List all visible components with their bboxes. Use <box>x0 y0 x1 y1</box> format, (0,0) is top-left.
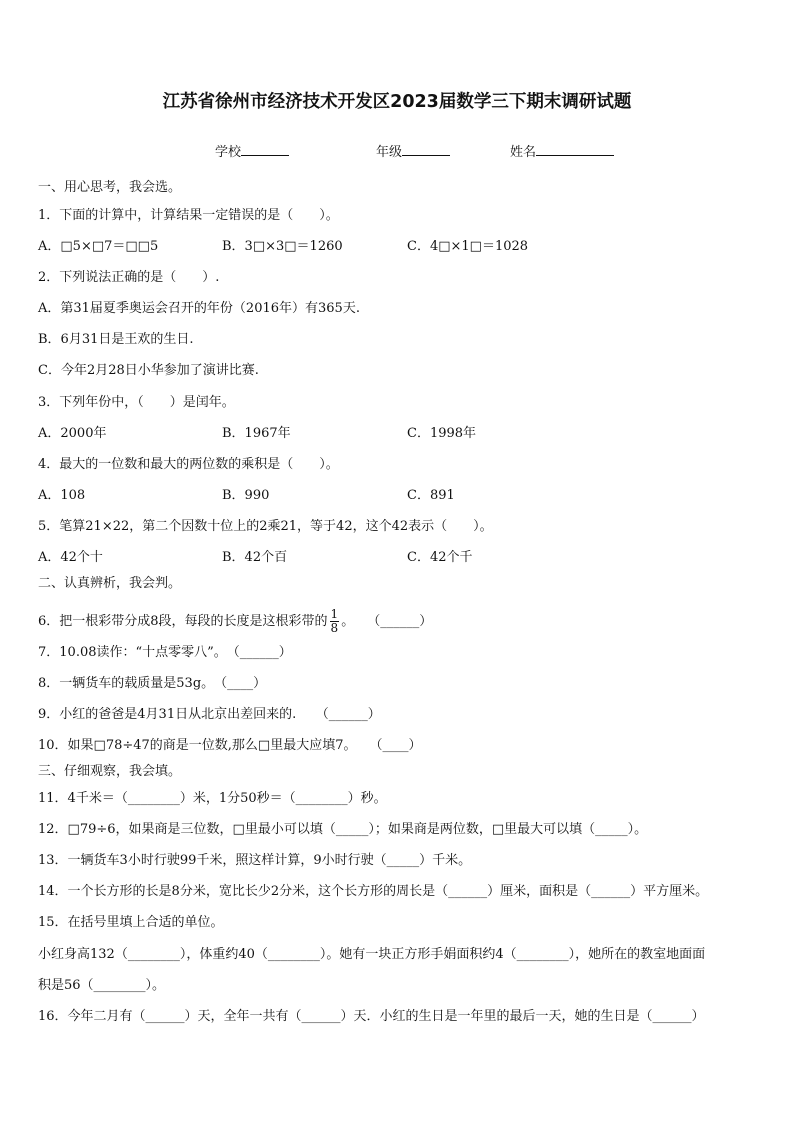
grade-blank <box>402 143 450 156</box>
q6-after: 。 （______） <box>341 614 433 629</box>
grade-field <box>376 141 450 160</box>
q6-fraction <box>330 608 340 635</box>
q13-text: 13．一辆货车3小时行驶99千米，照这样计算，9小时行驶（_____）千米。 <box>38 853 472 868</box>
q1-option-c: C．4□×1□＝1028 <box>407 239 529 254</box>
q3-text: 3．下列年份中，（ ）是闰年。 <box>38 395 235 410</box>
q6-text <box>38 608 432 635</box>
q12-text: 12．□79÷6，如果商是三位数，□里最小可以填（_____）；如果商是两位数，□里最大可以填（_____）。 <box>38 822 648 837</box>
q15-line-1: 小红身高132（________），体重约40（________）。她有一块正方形手娟面积约4（________），她所在的教室地面面 <box>38 947 706 962</box>
page-title: 江苏省徐州市经济技术开发区2023届数学三下期末调研试题 <box>162 92 632 112</box>
q5-option-c: C．42个千 <box>407 550 473 565</box>
q3-option-c: C．1998年 <box>407 426 477 441</box>
q15-intro: 15．在括号里填上合适的单位。 <box>38 915 224 930</box>
school-blank <box>241 143 289 156</box>
q6-numerator: 1 <box>330 607 339 621</box>
q10-text: 10．如果□78÷47的商是一位数,那么□里最大应填7。 （____） <box>38 738 422 753</box>
name-blank <box>536 143 614 156</box>
q4-option-c: C．891 <box>407 488 455 503</box>
section1-heading: 一、用心思考，我会选。 <box>38 180 182 195</box>
q8-text: 8．一辆货车的载质量是53g。 （____） <box>38 676 267 691</box>
name-field <box>510 141 614 160</box>
name-label: 姓名 <box>510 145 537 160</box>
section2-heading: 二、认真辨析，我会判。 <box>38 576 182 591</box>
q3-option-a: A．2000年 <box>38 426 107 441</box>
q4-option-a: A．108 <box>38 488 86 503</box>
q2-text: 2．下列说法正确的是（ ）. <box>38 270 220 285</box>
section3-heading: 三、仔细观察，我会填。 <box>38 764 182 779</box>
q2-option-b: B．6月31日是王欢的生日. <box>38 332 194 347</box>
q4-text: 4．最大的一位数和最大的两位数的乘积是（ ）。 <box>38 457 339 472</box>
q2-option-a: A．第31届夏季奥运会召开的年份（2016年）有365天. <box>38 301 360 316</box>
grade-label: 年级 <box>376 145 403 160</box>
q5-option-a: A．42个十 <box>38 550 103 565</box>
school-field <box>215 141 289 160</box>
q9-text: 9．小红的爸爸是4月31日从北京出差回来的. （______） <box>38 707 381 722</box>
school-label: 学校 <box>215 145 242 160</box>
q14-text: 14．一个长方形的长是8分米，宽比长少2分米，这个长方形的周长是（______）厘米，面积是（______）平方厘米。 <box>38 884 709 899</box>
q3-option-b: B．1967年 <box>222 426 291 441</box>
q15-line-2: 积是56（________）。 <box>38 978 166 993</box>
q16-text: 16．今年二月有（______）天，全年一共有（______）天．小红的生日是一年里的最后一天，她的生日是（______） <box>38 1009 705 1024</box>
q7-text: 7．10.08读作：“十点零零八”。 （______） <box>38 645 292 660</box>
q6-before: 6．把一根彩带分成8段，每段的长度是这根彩带的 <box>38 614 328 629</box>
q1-text: 1．下面的计算中，计算结果一定错误的是（ ）。 <box>38 208 339 223</box>
q1-option-a: A．□5×□7＝□□5 <box>38 239 159 254</box>
q4-option-b: B．990 <box>222 488 270 503</box>
q5-option-b: B．42个百 <box>222 550 288 565</box>
q2-option-c: C．今年2月28日小华参加了演讲比赛. <box>38 363 259 378</box>
q1-option-b: B．3□×3□＝1260 <box>222 239 343 254</box>
q6-denominator: 8 <box>330 621 339 635</box>
q5-text: 5．笔算21×22，第二个因数十位上的2乘21，等于42，这个42表示（ ）。 <box>38 519 493 534</box>
q11-text: 11．4千米＝（________）米，1分50秒＝（________）秒。 <box>38 791 387 806</box>
